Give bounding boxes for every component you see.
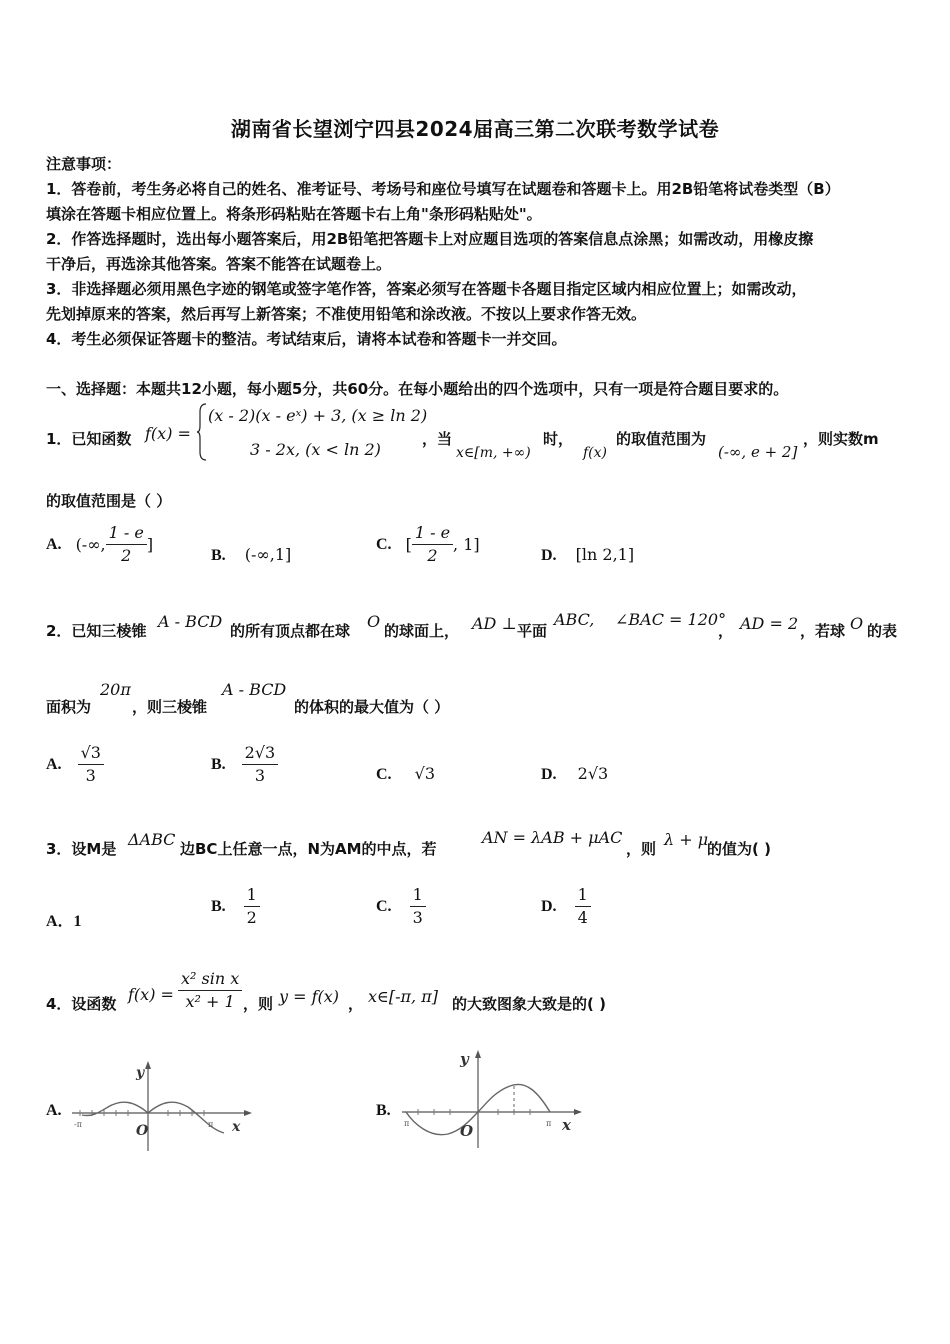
q4-question: 的大致图象大致是的( ) bbox=[452, 995, 606, 1013]
q1-lead: 1．已知函数 bbox=[46, 430, 132, 448]
q2-option-b[interactable] bbox=[211, 742, 278, 787]
q1-option-c[interactable] bbox=[376, 522, 480, 567]
option-denominator: 2 bbox=[246, 908, 257, 927]
q4-numerator: x² sin x bbox=[178, 968, 242, 991]
q4-math: x∈[-π, π] bbox=[368, 987, 438, 1006]
q1-function: f(x) = bbox=[145, 424, 191, 443]
q1-text: 的取值范围为 bbox=[616, 430, 707, 448]
option-label: D. bbox=[541, 897, 557, 915]
q3-question: 的值为( ) bbox=[707, 840, 771, 858]
option-label: D. bbox=[541, 547, 557, 564]
notice-line: 干净后，再选涂其他答案。答案不能答在试题卷上。 bbox=[46, 255, 392, 273]
x-label: x bbox=[562, 1116, 571, 1134]
q2-math: AD = 2 bbox=[740, 614, 799, 633]
q2-math: O bbox=[850, 614, 864, 633]
q2-option-d[interactable] bbox=[541, 764, 608, 784]
option-numerator: 1 - e bbox=[412, 522, 453, 545]
q2-math: 20π bbox=[100, 680, 131, 699]
section-heading: 一、选择题：本题共12小题，每小题5分，共60分。在每小题给出的四个选项中，只有一项是符合题目要求的。 bbox=[46, 380, 789, 398]
q2-text: 平面 bbox=[517, 622, 548, 640]
option-numerator: 1 - e bbox=[106, 522, 147, 545]
q2-math: A - BCD bbox=[158, 612, 223, 631]
neg-pi-label: π bbox=[404, 1119, 410, 1128]
q2-text: 的球面上， bbox=[384, 622, 460, 640]
q3-math: AN = λAB + μAC bbox=[482, 828, 623, 847]
option-denominator: 3 bbox=[85, 766, 96, 785]
q4-fraction bbox=[178, 968, 242, 1013]
q1-domain: x∈[m, +∞) bbox=[456, 445, 531, 461]
q2-text: 的表 bbox=[867, 622, 898, 640]
pi-label: π bbox=[546, 1119, 552, 1128]
option-label: B. bbox=[211, 755, 226, 773]
q4-option-a-label: A. bbox=[46, 1102, 62, 1119]
q1-fx: f(x) bbox=[583, 445, 608, 461]
q3-text: ，则 bbox=[626, 840, 657, 858]
option-label: D. bbox=[541, 766, 557, 783]
q3-option-b[interactable] bbox=[211, 884, 260, 929]
q2-text: ，若球 bbox=[800, 622, 846, 640]
notice-line: 填涂在答题卡相应位置上。将条形码粘贴在答题卡右上角"条形码粘贴处"。 bbox=[46, 205, 542, 223]
option-label: A. bbox=[46, 535, 62, 553]
q1-text: ，则实数m bbox=[803, 430, 879, 448]
q2-math: ∠BAC = 120° bbox=[615, 610, 727, 629]
option-label: C. bbox=[376, 897, 392, 915]
q2-text: ，则三棱锥 bbox=[132, 698, 208, 716]
q1-brace bbox=[196, 402, 208, 462]
q1-text: ，当 bbox=[422, 430, 453, 448]
option-label: C. bbox=[376, 535, 392, 553]
q1-option-d[interactable] bbox=[541, 545, 634, 565]
option-label: B. bbox=[211, 547, 226, 564]
q4-option-a-graph[interactable] bbox=[68, 1055, 258, 1155]
q2-text: 的所有顶点都在球 bbox=[230, 622, 351, 640]
q2-question: 的体积的最大值为（ ） bbox=[294, 698, 450, 716]
option-numerator: 1 bbox=[244, 884, 260, 907]
option-text: [ bbox=[405, 535, 412, 554]
q3-text: 边BC上任意一点，N为AM的中点，若 bbox=[180, 840, 437, 858]
q1-case-2: 3 - 2x, (x < ln 2) bbox=[250, 440, 381, 459]
q3-lead: 3．设M是 bbox=[46, 840, 117, 858]
option-text: , 1] bbox=[453, 535, 480, 554]
origin-label: O bbox=[136, 1123, 149, 1139]
q4-math: y = f(x) bbox=[279, 987, 340, 1006]
q3-option-a[interactable] bbox=[46, 908, 82, 931]
notice-line: 4．考生必须保证答题卡的整洁。考试结束后，请将本试卷和答题卡一并交回。 bbox=[46, 330, 567, 348]
option-numerator: √3 bbox=[78, 742, 104, 765]
y-arrow-icon bbox=[475, 1050, 481, 1058]
neg-pi-label: -π bbox=[74, 1120, 82, 1129]
option-label: A. bbox=[46, 755, 62, 773]
option-numerator: 1 bbox=[575, 884, 591, 907]
q1-text: 时， bbox=[543, 430, 574, 448]
q2-math: ABC, bbox=[554, 610, 595, 629]
notice-line: 3．非选择题必须用黑色字迹的钢笔或签字笔作答，答案必须写在答题卡各题目指定区域内相应位置上；如需改动， bbox=[46, 280, 807, 298]
option-text: √3 bbox=[414, 764, 436, 783]
q2-lead: 2．已知三棱锥 bbox=[46, 622, 147, 640]
q2-math: AD ⊥ bbox=[472, 614, 517, 633]
option-text: [ln 2,1] bbox=[575, 545, 635, 564]
x-arrow-icon bbox=[244, 1110, 252, 1116]
option-denominator: 3 bbox=[254, 766, 266, 785]
q1-option-b[interactable] bbox=[211, 545, 291, 565]
option-numerator: 1 bbox=[410, 884, 426, 907]
curve-a bbox=[82, 1102, 224, 1133]
x-label: x bbox=[232, 1119, 241, 1135]
q2-text: ， bbox=[718, 622, 734, 640]
q1-option-a[interactable] bbox=[46, 522, 153, 567]
q3-option-d[interactable] bbox=[541, 884, 591, 929]
option-text: 2√3 bbox=[577, 764, 609, 783]
notice-line: 先划掉原来的答案，然后再写上新答案；不准使用铅笔和涂改液。不按以上要求作答无效。 bbox=[46, 305, 647, 323]
q3-math: ΔABC bbox=[128, 830, 176, 849]
option-numerator: 2√3 bbox=[242, 742, 279, 765]
q1-range: (-∞, e + 2] bbox=[718, 443, 798, 461]
notice-line: 2．作答选择题时，选出每小题答案后，用2B铅笔把答题卡上对应题目选项的答案信息点涂黑；如需改动，用橡皮擦 bbox=[46, 230, 814, 248]
y-label: y bbox=[460, 1050, 469, 1068]
y-label: y bbox=[136, 1065, 145, 1081]
q1-case-1: (x - 2)(x - eˣ) + 3, (x ≥ ln 2) bbox=[208, 406, 428, 425]
q4-text: ， bbox=[348, 995, 364, 1013]
q2-math: A - BCD bbox=[222, 680, 287, 699]
q4-text: ，则 bbox=[243, 995, 274, 1013]
option-label: A．1 bbox=[46, 913, 82, 930]
option-denominator: 3 bbox=[412, 908, 423, 927]
q4-option-b-graph[interactable] bbox=[398, 1042, 588, 1152]
option-text: ] bbox=[146, 535, 154, 554]
q4-lead: 4．设函数 bbox=[46, 995, 117, 1013]
option-label: C. bbox=[376, 766, 392, 783]
x-arrow-icon bbox=[574, 1109, 582, 1115]
option-denominator: 4 bbox=[577, 908, 588, 927]
notice-heading: 注意事项： bbox=[46, 155, 122, 173]
origin-label: O bbox=[460, 1122, 474, 1140]
page-title: 湖南省长望浏宁四县2024届高三第二次联考数学试卷 bbox=[230, 117, 720, 141]
pi-label: π bbox=[208, 1120, 214, 1129]
y-arrow-icon bbox=[145, 1061, 151, 1069]
q2-math: O bbox=[367, 612, 381, 631]
notice-line: 1．答卷前，考生务必将自己的姓名、准考证号、考场号和座位号填写在试题卷和答题卡上。用2B铅笔将试卷类型（B） bbox=[46, 180, 840, 198]
q2-option-c[interactable] bbox=[376, 764, 435, 784]
q3-math: λ + μ bbox=[664, 830, 709, 849]
q2-text: 面积为 bbox=[46, 698, 92, 716]
option-denominator: 2 bbox=[427, 546, 438, 565]
q4-denominator: x² + 1 bbox=[185, 992, 235, 1011]
q3-option-c[interactable] bbox=[376, 884, 426, 929]
q1-question: 的取值范围是（ ） bbox=[46, 492, 172, 510]
q4-option-b-label: B. bbox=[376, 1102, 391, 1119]
option-text: (-∞,1] bbox=[244, 545, 292, 564]
q2-option-a[interactable] bbox=[46, 742, 104, 787]
option-denominator: 2 bbox=[121, 546, 132, 565]
option-text: (-∞, bbox=[75, 535, 106, 554]
option-label: B. bbox=[211, 897, 226, 915]
q4-fx: f(x) = bbox=[128, 985, 174, 1004]
